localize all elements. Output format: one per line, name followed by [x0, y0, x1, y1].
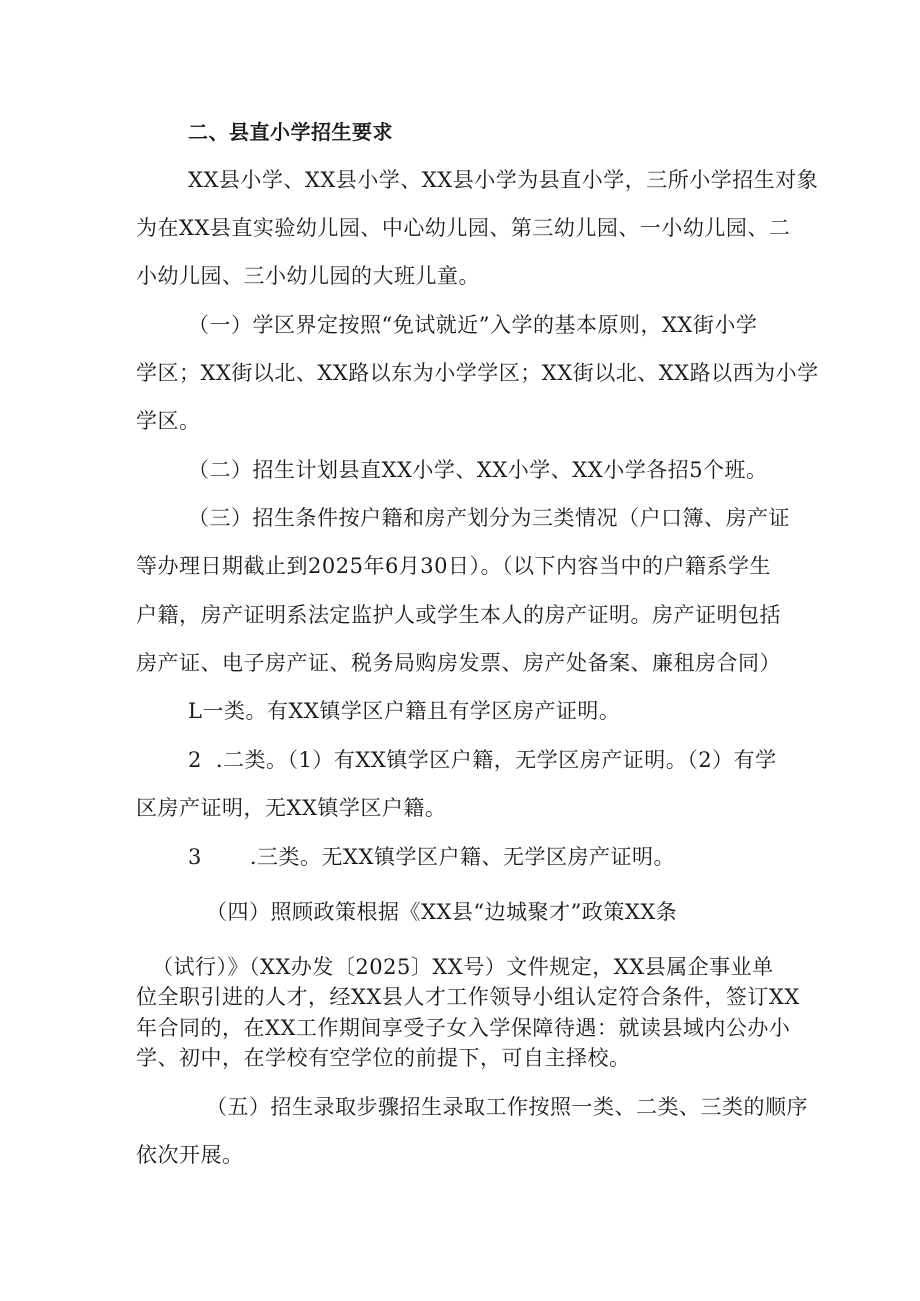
paragraph-5-line-1: （四）照顾政策根据《XX县“边城聚才”政策XX条: [206, 900, 678, 924]
list-item-3-text: .三类。无XX镇学区户籍、无学区房产证明。: [249, 845, 675, 869]
paragraph-4-line-2: 等办理日期截止到2025年6月30日）。（以下内容当中的户籍系学生: [136, 554, 772, 578]
paragraph-5-line-2: （试行）》（XX办发〔2025〕XX号）文件规定，XX县属企事业单: [152, 955, 774, 979]
paragraph-5-line-4: 年合同的，在XX工作期间享受子女入学保障待遇：就读县域内公办小: [136, 1016, 791, 1040]
paragraph-4-line-1: （三）招生条件按户籍和房产划分为三类情况（户口簿、房产证: [188, 506, 790, 530]
paragraph-6-line-1: （五）招生录取步骤招生录取工作按照一类、二类、三类的顺序: [206, 1095, 808, 1119]
paragraph-2-line-1: （一）学区界定按照“免试就近”入学的基本原则，XX街小学: [188, 313, 758, 337]
list-item-2-text: .二类。（1）有XX镇学区户籍，无学区房产证明。（2）有学: [215, 748, 777, 772]
list-item-1: L一类。有XX镇学区户籍且有学区房产证明。: [188, 699, 621, 723]
paragraph-1-line-2: 为在XX县直实验幼儿园、中心幼儿园、第三幼儿园、一小幼儿园、二: [136, 216, 791, 240]
paragraph-4-line-4: 房产证、电子房产证、税务局购房发票、房产处备案、廉租房合同）: [136, 651, 781, 675]
paragraph-1-line-1: XX县小学、XX县小学、XX县小学为县直小学，三所小学招生对象: [188, 168, 819, 192]
paragraph-2-line-2: 学区；XX街以北、XX路以东为小学学区；XX街以北、XX路以西为小学: [136, 361, 819, 385]
list-item-2-number: 2: [188, 748, 202, 772]
list-item-2-line-1: [188, 746, 777, 774]
paragraph-6-line-2: 依次开展。: [136, 1143, 244, 1167]
list-item-3: [188, 843, 675, 871]
paragraph-5-line-5: 学、初中，在学校有空学位的前提下，可自主择校。: [136, 1046, 631, 1070]
paragraph-2-line-3: 学区。: [136, 409, 201, 433]
paragraph-1-line-3: 小幼儿园、三小幼儿园的大班儿童。: [136, 264, 480, 288]
paragraph-3-line-1: （二）招生计划县直XX小学、XX小学、XX小学各招5个班。: [188, 458, 768, 482]
list-item-3-number: 3: [188, 845, 202, 869]
list-item-2-line-2: 区房产证明，无XX镇学区户籍。: [136, 796, 447, 820]
section-heading: 二、县直小学招生要求: [188, 120, 393, 144]
paragraph-4-line-3: 户籍，房产证明系法定监护人或学生本人的房产证明。房产证明包括: [136, 603, 781, 627]
paragraph-5-line-3: 位全职引进的人才，经XX县人才工作领导小组认定符合条件，签订XX: [136, 985, 800, 1009]
